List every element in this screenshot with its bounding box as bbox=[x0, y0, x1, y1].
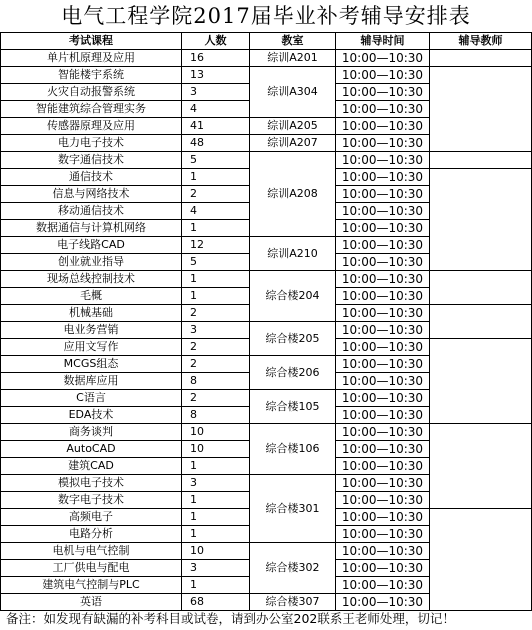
count-cell: 68 bbox=[182, 594, 250, 611]
count-cell: 8 bbox=[182, 373, 250, 390]
count-cell: 1 bbox=[182, 220, 250, 237]
time-cell: 10:00—10:30 bbox=[336, 373, 430, 390]
count-cell: 3 bbox=[182, 475, 250, 492]
course-cell: 机械基础 bbox=[1, 305, 182, 322]
course-cell: 高频电子 bbox=[1, 509, 182, 526]
time-cell: 10:00—10:30 bbox=[336, 203, 430, 220]
teacher-cell bbox=[430, 271, 532, 305]
teacher-cell bbox=[430, 169, 532, 271]
course-cell: 数字通信技术 bbox=[1, 152, 182, 169]
room-cell: 综训A210 bbox=[250, 237, 336, 271]
count-cell: 1 bbox=[182, 526, 250, 543]
count-cell: 4 bbox=[182, 101, 250, 118]
teacher-cell bbox=[430, 50, 532, 67]
schedule-table bbox=[0, 32, 532, 611]
time-cell: 10:00—10:30 bbox=[336, 441, 430, 458]
time-cell: 10:00—10:30 bbox=[336, 543, 430, 560]
schedule-table-wrapper bbox=[0, 32, 532, 611]
time-cell: 10:00—10:30 bbox=[336, 509, 430, 526]
time-cell: 10:00—10:30 bbox=[336, 322, 430, 339]
time-cell: 10:00—10:30 bbox=[336, 101, 430, 118]
course-cell: 数据库应用 bbox=[1, 373, 182, 390]
course-cell: 移动通信技术 bbox=[1, 203, 182, 220]
count-cell: 10 bbox=[182, 441, 250, 458]
room-cell: 综训A201 bbox=[250, 50, 336, 67]
count-cell: 2 bbox=[182, 186, 250, 203]
page-title: 电气工程学院2017届毕业补考辅导安排表 bbox=[61, 4, 471, 28]
time-cell: 10:00—10:30 bbox=[336, 186, 430, 203]
time-cell: 10:00—10:30 bbox=[336, 237, 430, 254]
table-row bbox=[1, 152, 532, 169]
time-cell: 10:00—10:30 bbox=[336, 254, 430, 271]
time-cell: 10:00—10:30 bbox=[336, 271, 430, 288]
time-cell: 10:00—10:30 bbox=[336, 135, 430, 152]
course-cell: 建筑CAD bbox=[1, 458, 182, 475]
course-cell: C语言 bbox=[1, 390, 182, 407]
room-cell: 综合楼301 bbox=[250, 475, 336, 543]
count-cell: 2 bbox=[182, 339, 250, 356]
course-cell: 电子线路CAD bbox=[1, 237, 182, 254]
count-cell: 2 bbox=[182, 390, 250, 407]
course-cell: 火灾自动报警系统 bbox=[1, 84, 182, 101]
time-cell: 10:00—10:30 bbox=[336, 84, 430, 101]
count-cell: 4 bbox=[182, 203, 250, 220]
room-cell: 综训A304 bbox=[250, 67, 336, 118]
course-cell: EDA技术 bbox=[1, 407, 182, 424]
room-cell: 综合楼206 bbox=[250, 356, 336, 390]
time-cell: 10:00—10:30 bbox=[336, 339, 430, 356]
count-cell: 2 bbox=[182, 356, 250, 373]
time-cell: 10:00—10:30 bbox=[336, 458, 430, 475]
table-row bbox=[1, 50, 532, 67]
time-cell: 10:00—10:30 bbox=[336, 594, 430, 611]
room-cell: 综合楼204 bbox=[250, 271, 336, 322]
time-cell: 10:00—10:30 bbox=[336, 407, 430, 424]
course-cell: 英语 bbox=[1, 594, 182, 611]
time-cell: 10:00—10:30 bbox=[336, 50, 430, 67]
time-cell: 10:00—10:30 bbox=[336, 390, 430, 407]
count-cell: 48 bbox=[182, 135, 250, 152]
time-cell: 10:00—10:30 bbox=[336, 475, 430, 492]
room-cell: 综合楼307 bbox=[250, 594, 336, 611]
time-cell: 10:00—10:30 bbox=[336, 220, 430, 237]
time-cell: 10:00—10:30 bbox=[336, 288, 430, 305]
count-cell: 3 bbox=[182, 560, 250, 577]
course-cell: 商务谈判 bbox=[1, 424, 182, 441]
count-cell: 10 bbox=[182, 543, 250, 560]
course-cell: 创业就业指导 bbox=[1, 254, 182, 271]
course-cell: 毛概 bbox=[1, 288, 182, 305]
room-cell: 综合楼105 bbox=[250, 390, 336, 424]
header-time: 辅导时间 bbox=[336, 33, 430, 50]
course-cell: 数据通信与计算机网络 bbox=[1, 220, 182, 237]
count-cell: 1 bbox=[182, 288, 250, 305]
table-row bbox=[1, 424, 532, 441]
time-cell: 10:00—10:30 bbox=[336, 118, 430, 135]
header-row bbox=[1, 33, 532, 50]
time-cell: 10:00—10:30 bbox=[336, 152, 430, 169]
room-cell: 综训A208 bbox=[250, 152, 336, 237]
count-cell: 41 bbox=[182, 118, 250, 135]
room-cell: 综合楼205 bbox=[250, 322, 336, 356]
teacher-cell bbox=[430, 305, 532, 339]
course-cell: 电业务营销 bbox=[1, 322, 182, 339]
course-cell: 应用文写作 bbox=[1, 339, 182, 356]
table-row bbox=[1, 67, 532, 84]
teacher-cell bbox=[430, 152, 532, 169]
course-cell: 工厂供电与配电 bbox=[1, 560, 182, 577]
time-cell: 10:00—10:30 bbox=[336, 305, 430, 322]
header-teacher: 辅导教师 bbox=[430, 33, 532, 50]
course-cell: 信息与网络技术 bbox=[1, 186, 182, 203]
room-cell: 综合楼106 bbox=[250, 424, 336, 475]
teacher-cell bbox=[430, 509, 532, 611]
teacher-cell bbox=[430, 424, 532, 509]
count-cell: 1 bbox=[182, 458, 250, 475]
header-count: 人数 bbox=[182, 33, 250, 50]
count-cell: 1 bbox=[182, 271, 250, 288]
table-row bbox=[1, 271, 532, 288]
teacher-cell bbox=[430, 67, 532, 152]
schedule-body bbox=[1, 50, 532, 611]
time-cell: 10:00—10:30 bbox=[336, 526, 430, 543]
time-cell: 10:00—10:30 bbox=[336, 169, 430, 186]
course-cell: AutoCAD bbox=[1, 441, 182, 458]
course-cell: 建筑电气控制与PLC bbox=[1, 577, 182, 594]
count-cell: 5 bbox=[182, 254, 250, 271]
count-cell: 1 bbox=[182, 492, 250, 509]
time-cell: 10:00—10:30 bbox=[336, 356, 430, 373]
count-cell: 3 bbox=[182, 84, 250, 101]
time-cell: 10:00—10:30 bbox=[336, 492, 430, 509]
header-room: 教室 bbox=[250, 33, 336, 50]
course-cell: 传感器原理及应用 bbox=[1, 118, 182, 135]
count-cell: 5 bbox=[182, 152, 250, 169]
count-cell: 1 bbox=[182, 577, 250, 594]
header-course: 考试课程 bbox=[1, 33, 182, 50]
time-cell: 10:00—10:30 bbox=[336, 424, 430, 441]
course-cell: 单片机原理及应用 bbox=[1, 50, 182, 67]
course-cell: 通信技术 bbox=[1, 169, 182, 186]
course-cell: 智能建筑综合管理实务 bbox=[1, 101, 182, 118]
course-cell: 电力电子技术 bbox=[1, 135, 182, 152]
course-cell: 电路分析 bbox=[1, 526, 182, 543]
room-cell: 综合楼302 bbox=[250, 543, 336, 594]
count-cell: 8 bbox=[182, 407, 250, 424]
course-cell: 现场总线控制技术 bbox=[1, 271, 182, 288]
count-cell: 1 bbox=[182, 509, 250, 526]
course-cell: 数字电子技术 bbox=[1, 492, 182, 509]
count-cell: 3 bbox=[182, 322, 250, 339]
time-cell: 10:00—10:30 bbox=[336, 577, 430, 594]
count-cell: 16 bbox=[182, 50, 250, 67]
count-cell: 13 bbox=[182, 67, 250, 84]
room-cell: 综训A205 bbox=[250, 118, 336, 135]
teacher-cell bbox=[430, 339, 532, 424]
count-cell: 10 bbox=[182, 424, 250, 441]
course-cell: 电机与电气控制 bbox=[1, 543, 182, 560]
time-cell: 10:00—10:30 bbox=[336, 560, 430, 577]
course-cell: 智能楼宇系统 bbox=[1, 67, 182, 84]
count-cell: 1 bbox=[182, 169, 250, 186]
count-cell: 2 bbox=[182, 305, 250, 322]
footer-note: 备注：如发现有缺漏的补考科目或试卷，请到办公室202联系王老师处理，切记！ bbox=[6, 611, 455, 626]
time-cell: 10:00—10:30 bbox=[336, 67, 430, 84]
room-cell: 综训A207 bbox=[250, 135, 336, 152]
course-cell: 模拟电子技术 bbox=[1, 475, 182, 492]
count-cell: 12 bbox=[182, 237, 250, 254]
course-cell: MCGS组态 bbox=[1, 356, 182, 373]
